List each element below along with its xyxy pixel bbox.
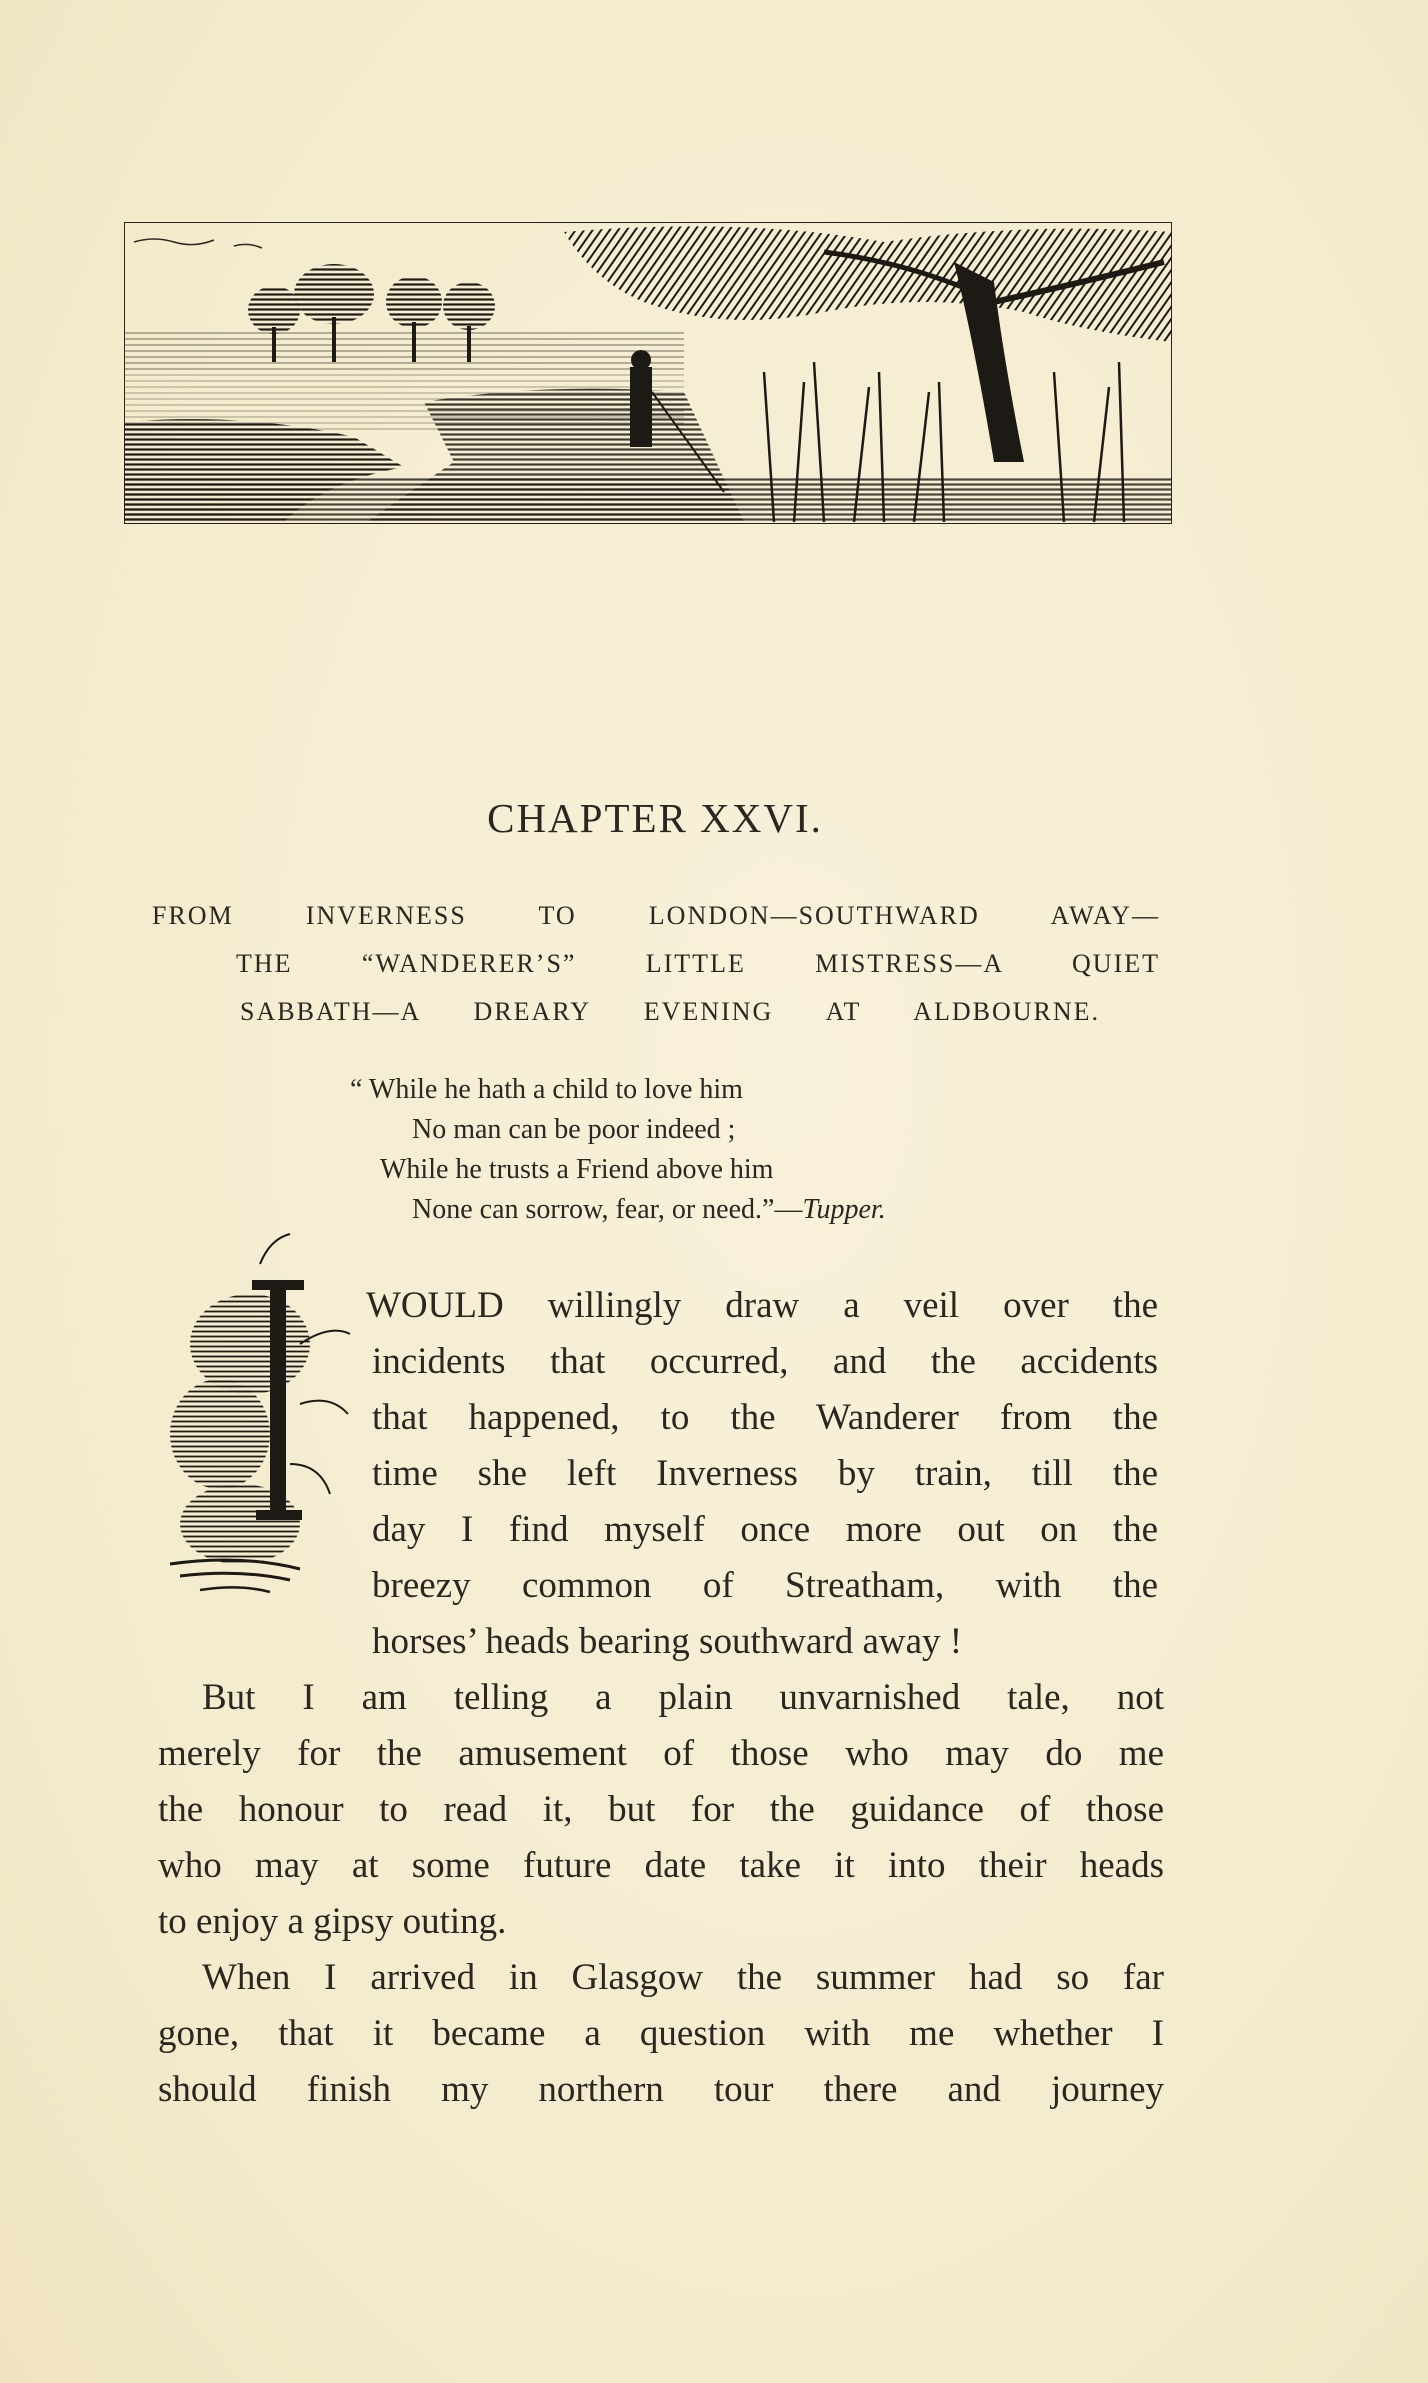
text-line: When I arrived in Glasgow the summer had so far [202,1957,1164,1998]
text-line: But I am telling a plain unvarnished tale, not [202,1677,1164,1718]
synopsis-line: FROM INVERNESS TO LONDON—SOUTHWARD AWAY— [152,901,1160,930]
dropcap-paragraph [366,1278,1158,1670]
text-line: should finish my northern tour there and journey [158,2069,1164,2110]
text-line: incidents that occurred, and the accidents [372,1341,1158,1382]
text-line: that happened, to the Wanderer from the [372,1397,1158,1438]
text-line: breezy common of Streatham, with the [372,1565,1158,1606]
ornamental-initial-i-icon [160,1224,360,1650]
chapter-title: CHAPTER XXVI. [487,795,823,841]
epigraph-author: Tupper. [802,1194,886,1225]
text-line: the honour to read it, but for the guidance of those [158,1789,1164,1830]
text-line: gone, that it became a question with me whether I [158,2013,1164,2054]
landscape-engraving-icon [124,222,1172,524]
synopsis-line: THE “WANDERER’S” LITTLE MISTRESS—A QUIET [236,949,1160,978]
text-line: time she left Inverness by train, till the [372,1453,1158,1494]
text-line: to enjoy a gipsy outing. [158,1901,507,1942]
text-line: who may at some future date take it into their heads [158,1845,1164,1886]
epigraph [350,1070,886,1230]
epigraph-line [350,1190,886,1230]
epigraph-line: No man can be poor indeed ; [412,1114,736,1145]
chapter-synopsis [152,892,1160,1036]
body-paragraphs [158,1670,1164,2118]
epigraph-line: “ While he hath a child to love him [350,1074,743,1105]
text-line: merely for the amusement of those who may do me [158,1733,1164,1774]
text-line: horses’ heads bearing southward away ! [372,1621,963,1662]
epigraph-line: While he trusts a Friend above him [380,1154,774,1185]
epigraph-line-text: None can sorrow, fear, or need.”— [412,1194,803,1225]
synopsis-line: SABBATH—A DREARY EVENING AT ALDBOURNE. [240,997,1100,1026]
text-line: WOULD willingly draw a veil over the [366,1285,1158,1326]
text-line: day I find myself once more out on the [372,1509,1158,1550]
